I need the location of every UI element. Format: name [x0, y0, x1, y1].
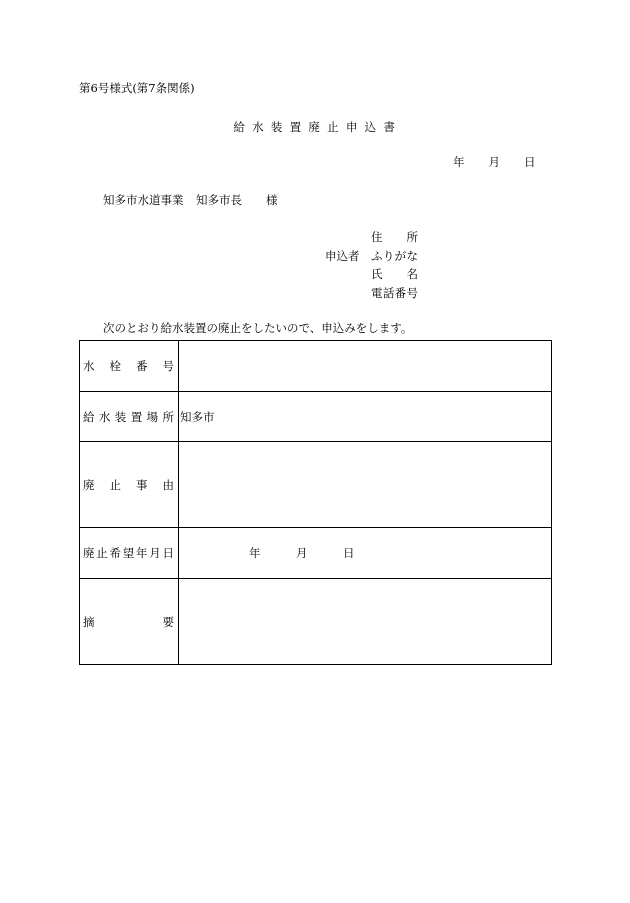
row-label-cell [80, 341, 179, 391]
addressee-organization: 知多市水道事業 [103, 193, 184, 207]
remarks-value-cell [179, 579, 551, 664]
row-label-cell [80, 392, 179, 441]
installation-location-value-cell [179, 392, 551, 441]
row-label-cell [80, 528, 179, 578]
requested-date-value-cell [179, 528, 551, 578]
remarks-label: 摘要 [83, 614, 174, 629]
abolition-reason-value-cell [179, 442, 551, 527]
water-tap-number-value-cell [179, 341, 551, 391]
table-row-abolition-reason [80, 442, 551, 528]
addressee [103, 193, 283, 207]
application-date [453, 155, 536, 169]
abolition-reason-label: 廃止事由 [83, 477, 174, 492]
requested-date-day-label: 日 [343, 546, 355, 560]
requested-date-label: 廃止希望年月日 [83, 546, 174, 560]
applicant-address-label: 住所 [371, 230, 418, 244]
applicant-furigana-label: ふりがな [371, 249, 418, 263]
installation-location-label: 給水装置場所 [83, 409, 174, 424]
date-year-label: 年 [453, 155, 465, 169]
applicant-role-label: 申込者 [325, 249, 360, 263]
application-table [79, 340, 552, 665]
table-row-installation-location [80, 392, 551, 442]
requested-date-month-label: 月 [296, 546, 308, 560]
applicant-name-label: 氏名 [371, 267, 418, 281]
addressee-official: 知多市長 [196, 193, 242, 207]
installation-location-value: 知多市 [180, 409, 215, 424]
water-tap-number-label: 水栓番号 [83, 359, 174, 373]
date-day-label: 日 [524, 155, 536, 169]
applicant-block [325, 230, 425, 302]
table-row-water-tap-number [80, 341, 551, 392]
table-row-remarks [80, 579, 551, 664]
applicant-phone-label: 電話番号 [371, 286, 418, 300]
requested-date-year-label: 年 [249, 546, 261, 560]
row-label-cell [80, 442, 179, 527]
application-statement: 次のとおり給水装置の廃止をしたいので、申込みをします。 [103, 321, 413, 335]
date-month-label: 月 [488, 155, 500, 169]
row-label-cell [80, 579, 179, 664]
document-title: 給 水 装 置 廃 止 申 込 書 [233, 120, 397, 134]
form-number: 第6号様式(第7条関係) [79, 81, 195, 95]
table-row-requested-date [80, 528, 551, 579]
addressee-honorific: 様 [266, 193, 278, 207]
